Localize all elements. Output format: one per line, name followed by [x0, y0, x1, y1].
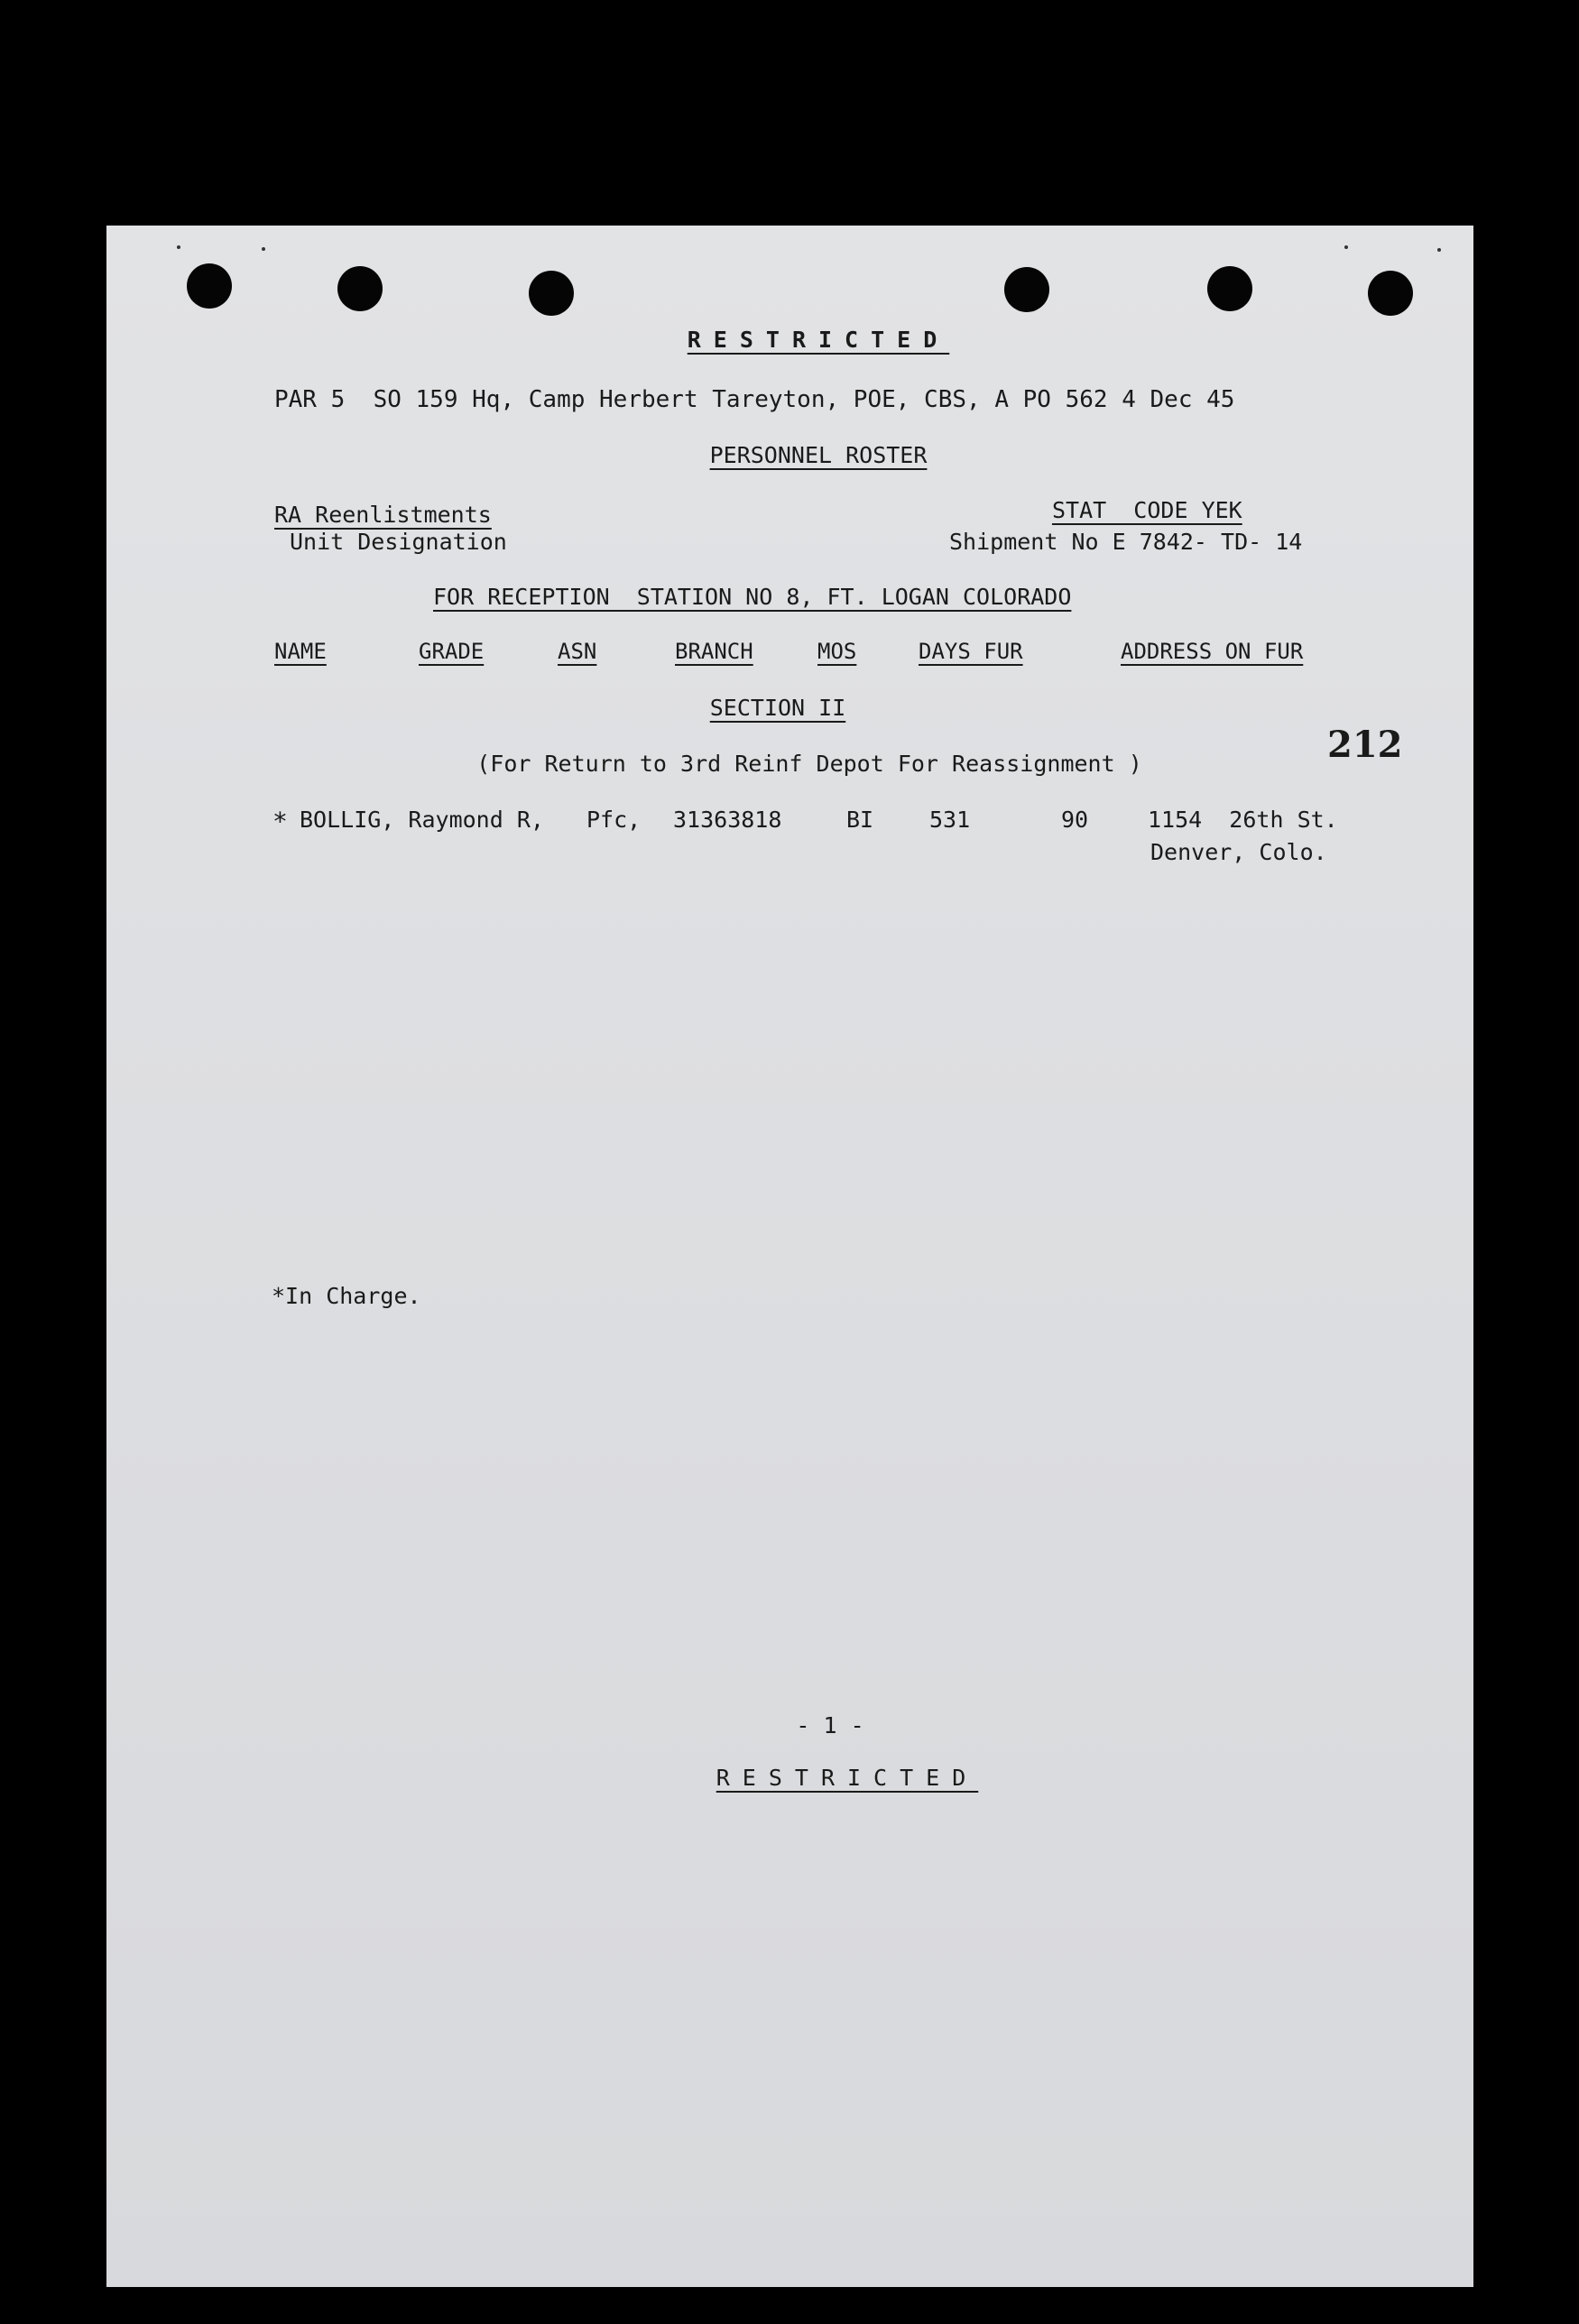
- column-header-asn: ASN: [558, 639, 597, 664]
- row-marker: *: [272, 807, 288, 836]
- page-stamp-number: 212: [1327, 724, 1403, 766]
- shipment-number: Shipment No E 7842- TD- 14: [949, 529, 1303, 555]
- document-page: [106, 226, 1473, 2287]
- row-address-line2: Denver, Colo.: [1150, 839, 1327, 865]
- column-header-name: NAME: [274, 639, 327, 664]
- footnote: *In Charge.: [272, 1283, 421, 1309]
- orders-line: PAR 5 SO 159 Hq, Camp Herbert Tareyton, POE, CBS, A PO 562 4 Dec 45: [274, 386, 1235, 413]
- section-note: (For Return to 3rd Reinf Depot For Reassignment ): [476, 751, 1142, 777]
- stat-code: STAT CODE YEK: [1052, 497, 1242, 523]
- row-address-line1: 1154 26th St.: [1148, 807, 1338, 833]
- punch-hole-6: [1368, 271, 1413, 316]
- paper-speck: [1344, 245, 1348, 249]
- column-header-grade: GRADE: [419, 639, 485, 664]
- unit-name: RA Reenlistments: [274, 502, 492, 528]
- punch-hole-4: [1004, 267, 1049, 312]
- destination-line: FOR RECEPTION STATION NO 8, FT. LOGAN COLORADO: [433, 584, 1072, 610]
- punch-hole-1: [187, 263, 232, 309]
- unit-designation-label: Unit Designation: [290, 529, 507, 555]
- row-days-fur: 90: [1061, 807, 1089, 833]
- row-branch: BI: [846, 807, 874, 833]
- row-grade: Pfc,: [586, 807, 642, 833]
- classification-top: RESTRICTED: [687, 327, 950, 353]
- column-header-mos: MOS: [817, 639, 857, 664]
- punch-hole-5: [1207, 266, 1252, 311]
- paper-speck: [1437, 248, 1441, 252]
- row-asn: 31363818: [673, 807, 782, 833]
- paper-speck: [262, 247, 265, 251]
- row-name: BOLLIG, Raymond R,: [300, 807, 544, 833]
- column-header-branch: BRANCH: [675, 639, 753, 664]
- section-title: SECTION II: [709, 695, 846, 721]
- row-mos: 531: [929, 807, 971, 833]
- page-number: - 1 -: [796, 1712, 864, 1738]
- punch-hole-3: [529, 271, 574, 316]
- classification-bottom: RESTRICTED: [716, 1765, 979, 1791]
- paper-speck: [177, 245, 180, 249]
- punch-hole-2: [337, 266, 383, 311]
- column-header-address: ADDRESS ON FUR: [1121, 639, 1304, 664]
- roster-title: PERSONNEL ROSTER: [709, 442, 928, 468]
- column-header-days-fur: DAYS FUR: [919, 639, 1023, 664]
